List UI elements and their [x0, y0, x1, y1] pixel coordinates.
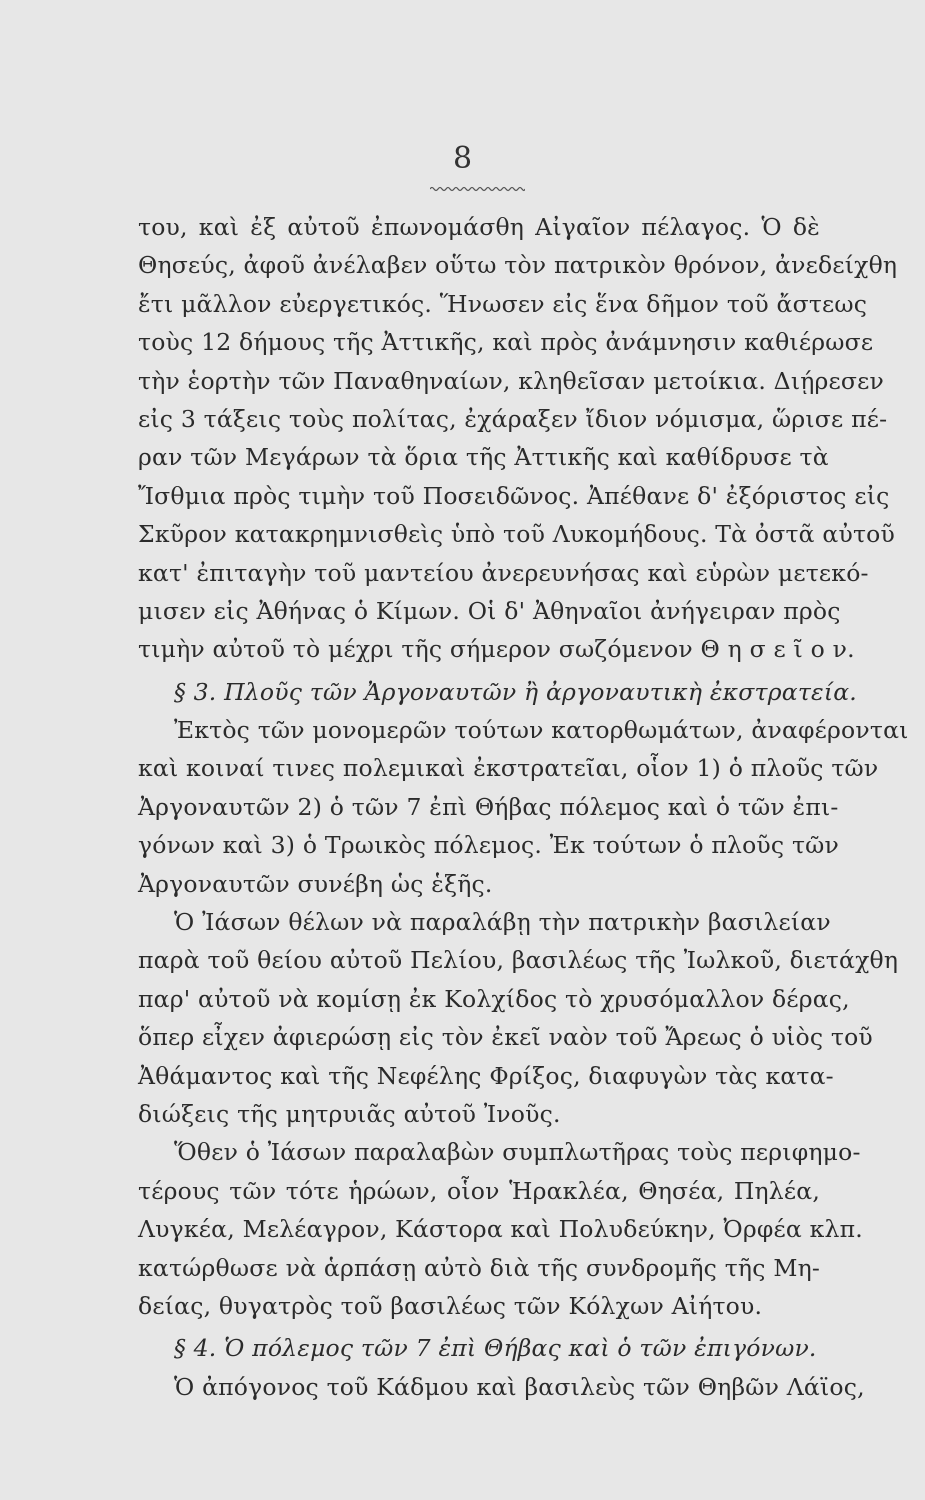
text-line: Ἀργοναυτῶν συνέβη ὡς ἑξῆς. [138, 869, 493, 898]
text-line: γόνων καὶ 3) ὁ Τρωικὸς πόλεμος. Ἐκ τούτων ὁ πλοῦς τῶν [138, 831, 839, 860]
text-line: Ἀργοναυτῶν 2) ὁ τῶν 7 ἐπὶ Θήβας πόλεμος καὶ ὁ τῶν ἐπι- [138, 792, 839, 821]
text-line: Σκῦρον κατακρημνισθεὶς ὑπὸ τοῦ Λυκομήδους. Τὰ ὀστᾶ αὐτοῦ [138, 520, 896, 549]
text-line: Ὁ Ἰάσων θέλων νὰ παραλάβῃ τὴν πατρικὴν βασιλείαν [174, 908, 831, 937]
text-line: κατώρθωσε νὰ ἁρπάσῃ αὐτὸ διὰ τῆς συνδρομῆς τῆς Μη- [138, 1253, 820, 1282]
text-line: μισεν εἰς Ἀθήνας ὁ Κίμων. Οἱ δ' Ἀθηναῖοι ἀνήγειραν πρὸς [138, 596, 841, 625]
text-line: § 3. Πλοῦς τῶν Ἀργοναυτῶν ἢ ἀργοναυτικὴ ἐκστρατεία. [174, 677, 857, 706]
text-line: Ἐκτὸς τῶν μονομερῶν τούτων κατορθωμάτων, ἀναφέρονται [174, 716, 909, 745]
text-line: Λυγκέα, Μελέαγρον, Κάστορα καὶ Πολυδεύκην, Ὀρφέα κλπ. [138, 1215, 863, 1244]
text-line: ἔτι μᾶλλον εὐεργετικός. Ἥνωσεν εἰς ἕνα δῆμον τοῦ ἄστεως [138, 289, 868, 318]
text-line: τοὺς 12 δήμους τῆς Ἀττικῆς, καὶ πρὸς ἀνάμνησιν καθιέρωσε [138, 328, 874, 357]
text-line: Θησεύς, ἀφοῦ ἀνέλαβεν οὕτω τὸν πατρικὸν θρόνον, ἀνεδείχθη [138, 251, 898, 280]
text-line: ὅπερ εἶχεν ἀφιερώσῃ εἰς τὸν ἐκεῖ ναὸν τοῦ Ἄρεως ὁ υἱὸς τοῦ [138, 1023, 873, 1052]
text-line: καὶ κοιναί τινες πολεμικαὶ ἐκστρατεῖαι, οἷον 1) ὁ πλοῦς τῶν [138, 754, 879, 783]
text-line: κατ' ἐπιταγὴν τοῦ μαντείου ἀνερευνήσας καὶ εὑρὼν μετεκό- [138, 558, 869, 587]
text-line: Ἴσθμια πρὸς τιμὴν τοῦ Ποσειδῶνος. Ἀπέθανε δ' ἐξόριστος εἰς [138, 481, 890, 510]
text-line: εἰς 3 τάξεις τοὺς πολίτας, ἐχάραξεν ἴδιον νόμισμα, ὥρισε πέ- [138, 404, 888, 433]
text-line: παρὰ τοῦ θείου αὐτοῦ Πελίου, βασιλέως τῆς Ἰωλκοῦ, διετάχθη [138, 946, 899, 975]
text-line: δείας, θυγατρὸς τοῦ βασιλέως τῶν Κόλχων Αἰήτου. [138, 1291, 763, 1320]
text-line: τιμὴν αὐτοῦ τὸ μέχρι τῆς σήμερον σωζόμενον Θ η σ ε ῖ ο ν. [138, 635, 855, 664]
text-line: Ἀθάμαντος καὶ τῆς Νεφέλης Φρίξος, διαφυγὼν τὰς κατα- [138, 1061, 834, 1090]
text-line: τὴν ἑορτὴν τῶν Παναθηναίων, κληθεῖσαν μετοίκια. Διῄρεσεν [138, 366, 885, 395]
body-text [138, 208, 909, 1406]
text-line: Ὅθεν ὁ Ἰάσων παραλαβὼν συμπλωτῆρας τοὺς περιφημο- [174, 1138, 861, 1167]
ornament-divider [430, 186, 525, 192]
page-number: 8 [452, 141, 473, 176]
text-line: τέρους τῶν τότε ἡρώων, οἷον Ἡρακλέα, Θησέα, Πηλέα, [138, 1176, 820, 1205]
text-line: του, καὶ ἐξ αὐτοῦ ἐπωνομάσθη Αἰγαῖον πέλαγος. Ὁ δὲ [138, 213, 820, 241]
text-line: παρ' αὐτοῦ νὰ κομίσῃ ἐκ Κολχίδος τὸ χρυσόμαλλον δέρας, [138, 984, 850, 1013]
text-line: Ὁ ἀπόγονος τοῦ Κάδμου καὶ βασιλεὺς τῶν Θηβῶν Λάϊος, [174, 1372, 865, 1401]
text-line: διώξεις τῆς μητρυιᾶς αὐτοῦ Ἰνοῦς. [138, 1099, 561, 1128]
text-line: § 4. Ὁ πόλεμος τῶν 7 ἐπὶ Θήβας καὶ ὁ τῶν ἐπιγόνων. [174, 1334, 817, 1363]
text-line: ραν τῶν Μεγάρων τὰ ὅρια τῆς Ἀττικῆς καὶ καθίδρυσε τὰ [138, 443, 829, 472]
